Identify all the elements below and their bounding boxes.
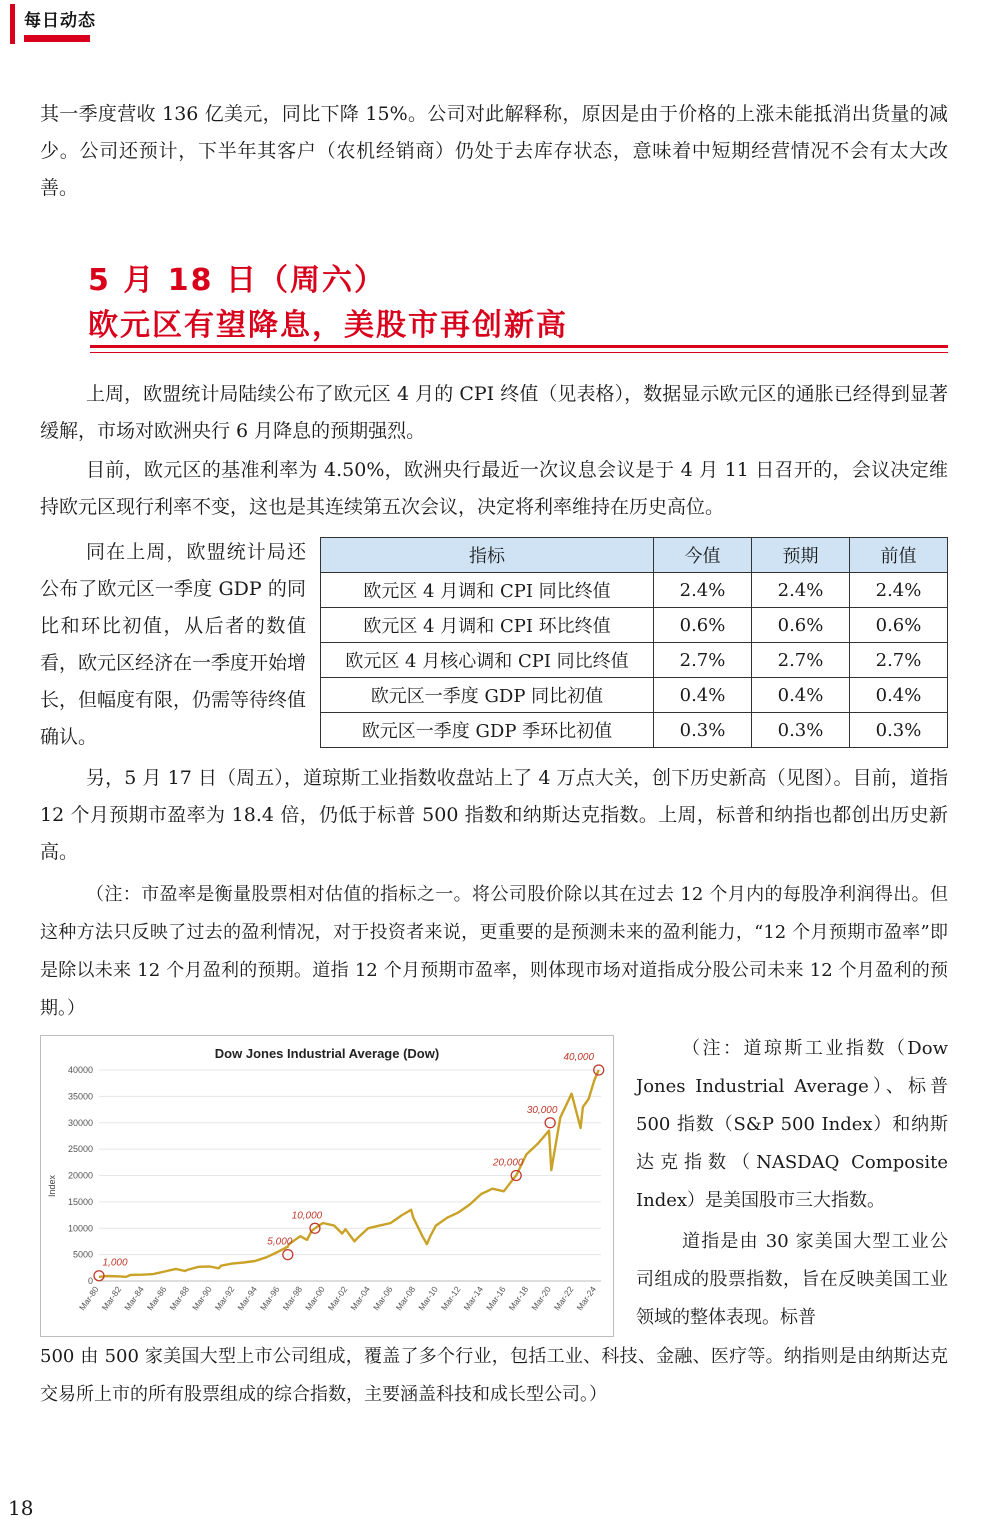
chart-xtick-label: Mar-16: [484, 1284, 508, 1313]
paragraph-rate: 目前，欧元区的基准利率为 4.50%，欧洲央行最近一次议息会议是于 4 月 11 日召开的，会议决定维持欧元区现行利率不变，这也是其连续第五次会议，决定将利率维持在历史高位。: [40, 459, 948, 518]
section-rule-thin: [90, 352, 948, 353]
chart-xtick-label: Mar-94: [235, 1284, 259, 1313]
paragraph-gdp: 同在上周，欧盟统计局还公布了欧元区一季度 GDP 的同比和环比初值，从后者的数值看，欧元区经济在一季度开始增长，但幅度有限，仍需等待终值确认。: [40, 541, 307, 748]
header-accent-bar: [10, 4, 15, 44]
table-cell: 欧元区 4 月核心调和 CPI 同比终值: [321, 643, 654, 678]
table-cell: 0.6%: [850, 608, 948, 643]
table-cell: 欧元区 4 月调和 CPI 环比终值: [321, 608, 654, 643]
chart-xtick-label: Mar-00: [303, 1284, 327, 1313]
table-cell: 0.6%: [654, 608, 752, 643]
table-cell: 0.4%: [752, 678, 850, 713]
table-header-cell: 今值: [654, 538, 752, 573]
chart-ytick-label: 15000: [67, 1196, 93, 1207]
table-cell: 0.6%: [752, 608, 850, 643]
chart-ylabel: Index: [47, 1174, 57, 1198]
chart-ytick-label: 20000: [67, 1170, 93, 1181]
header-underline: [24, 35, 90, 42]
table-cell: 欧元区一季度 GDP 同比初值: [321, 678, 654, 713]
table-cell: 0.3%: [752, 713, 850, 748]
chart-xtick-label: Mar-06: [370, 1284, 395, 1313]
chart-xtick-label: Mar-84: [122, 1284, 146, 1313]
chart-ytick-label: 30000: [67, 1117, 93, 1128]
table-row: [321, 608, 948, 643]
paragraph-cpi: 上周，欧盟统计局陆续公布了欧元区 4 月的 CPI 终值（见表格），数据显示欧元区的通胀已经得到显著缓解，市场对欧洲央行 6 月降息的预期强烈。: [40, 383, 948, 442]
chart-ytick-label: 10000: [67, 1223, 93, 1234]
table-row: [321, 643, 948, 678]
chart-xtick-label: Mar-96: [257, 1284, 282, 1313]
table-cell: 2.7%: [654, 643, 752, 678]
chart-milestone-label: 10,000: [291, 1210, 323, 1222]
chart-xtick-label: Mar-02: [325, 1284, 350, 1313]
chart-milestone-label: 40,000: [563, 1052, 595, 1063]
chart-xtick-label: Mar-24: [574, 1284, 599, 1313]
table-cell: 2.4%: [752, 573, 850, 608]
table-cell: 2.7%: [850, 643, 948, 678]
note-indices: （注：道琼斯工业指数（Dow Jones Industrial Average）、标普 500 指数（S&P 500 Index）和纳斯达克指数（NASDAQ Composite Index）是美国股市三大指数。: [636, 1038, 948, 1211]
table-row: [321, 573, 948, 608]
chart-series-line-dow: [99, 1070, 599, 1277]
chart-xtick-label: Mar-90: [190, 1284, 214, 1313]
table-header-cell: 前值: [850, 538, 948, 573]
intro-paragraph: 其一季度营收 136 亿美元，同比下降 15%。公司对此解释称，原因是由于价格的上涨未能抵消出货量的减少。公司还预计，下半年其客户（农机经销商）仍处于去库存状态，意味着中短期经营情况不会有太大改善。: [40, 103, 948, 199]
chart-ytick-label: 35000: [67, 1091, 93, 1102]
table-cell: 2.4%: [654, 573, 752, 608]
chart-xtick-label: Mar-08: [393, 1284, 418, 1313]
chart-milestone-label: 20,000: [492, 1157, 524, 1169]
table-cell: 0.4%: [654, 678, 752, 713]
dow-chart-svg: [41, 1036, 613, 1336]
chart-xtick-label: Mar-82: [99, 1284, 124, 1313]
table-row: [321, 713, 948, 748]
chart-title: Dow Jones Industrial Average (Dow): [214, 1046, 440, 1061]
table-cell: 0.3%: [654, 713, 752, 748]
table-cell: 0.4%: [850, 678, 948, 713]
chart-milestone-label: 5,000: [267, 1236, 293, 1248]
chart-xtick-label: Mar-80: [76, 1284, 101, 1313]
page-number: 18: [8, 1496, 34, 1520]
chart-ytick-label: 40000: [67, 1065, 93, 1075]
table-cell: 欧元区 4 月调和 CPI 同比终值: [321, 573, 654, 608]
cpi-table: [320, 537, 948, 748]
chart-xtick-label: Mar-20: [529, 1284, 553, 1313]
note-pe-ratio: （注：市盈率是衡量股票相对估值的指标之一。将公司股价除以其在过去 12 个月内的每股净利润得出。但这种方法只反映了过去的盈利情况，对于投资者来说，更重要的是预测未来的盈利能力，“12 个月预期市盈率”即是除以未来 12 个月盈利的预期。道指 12 个月预期市盈率，则体现市场对道指成分股公司未来 12 个月盈利的预期。）: [40, 884, 948, 1019]
table-cell: 2.4%: [850, 573, 948, 608]
chart-xtick-label: Mar-18: [506, 1284, 531, 1313]
chart-ytick-label: 5000: [72, 1249, 93, 1260]
table-row: [321, 678, 948, 713]
table-header-cell: 预期: [752, 538, 850, 573]
chart-milestone-label: 1,000: [102, 1257, 128, 1269]
note-sp-nasdaq: 500 由 500 家美国大型上市公司组成，覆盖了多个行业，包括工业、科技、金融、医疗等。纳指则是由纳斯达克交易所上市的所有股票组成的综合指数，主要涵盖科技和成长型公司。）: [40, 1346, 948, 1405]
chart-xtick-label: Mar-10: [416, 1284, 440, 1313]
section-date: 5 月 18 日（周六）: [88, 263, 386, 298]
table-header-cell: 指标: [321, 538, 654, 573]
chart-xtick-label: Mar-86: [144, 1284, 169, 1313]
section-headline: 欧元区有望降息，美股市再创新高: [88, 308, 568, 343]
chart-xtick-label: Mar-88: [167, 1284, 192, 1313]
table-cell: 0.3%: [850, 713, 948, 748]
dow-chart: [40, 1035, 614, 1337]
chart-xtick-label: Mar-12: [438, 1284, 463, 1313]
chart-ytick-label: 25000: [67, 1144, 93, 1155]
table-cell: 欧元区一季度 GDP 季环比初值: [321, 713, 654, 748]
chart-ytick-label: 0: [87, 1276, 93, 1286]
paragraph-dow: 另，5 月 17 日（周五），道琼斯工业指数收盘站上了 4 万点大关，创下历史新高（见图）。目前，道指 12 个月预期市盈率为 18.4 倍，仍低于标普 500 指数和纳斯达克指数。上周，标普和纳指也都创出历史新高。: [40, 767, 948, 863]
chart-xtick-label: Mar-14: [461, 1284, 486, 1313]
chart-xtick-label: Mar-04: [348, 1284, 372, 1313]
section-label: 每日动态: [24, 11, 96, 31]
chart-milestone-label: 30,000: [526, 1104, 558, 1116]
section-rule: [90, 345, 948, 348]
note-dow-composition: 道指是由 30 家美国大型工业公司组成的股票指数，旨在反映美国工业领域的整体表现。标普: [636, 1231, 948, 1328]
chart-xtick-label: Mar-22: [551, 1284, 576, 1313]
table-cell: 2.7%: [752, 643, 850, 678]
chart-xtick-label: Mar-92: [212, 1284, 237, 1313]
table-header-row: [321, 538, 948, 573]
chart-xtick-label: Mar-98: [280, 1284, 305, 1313]
